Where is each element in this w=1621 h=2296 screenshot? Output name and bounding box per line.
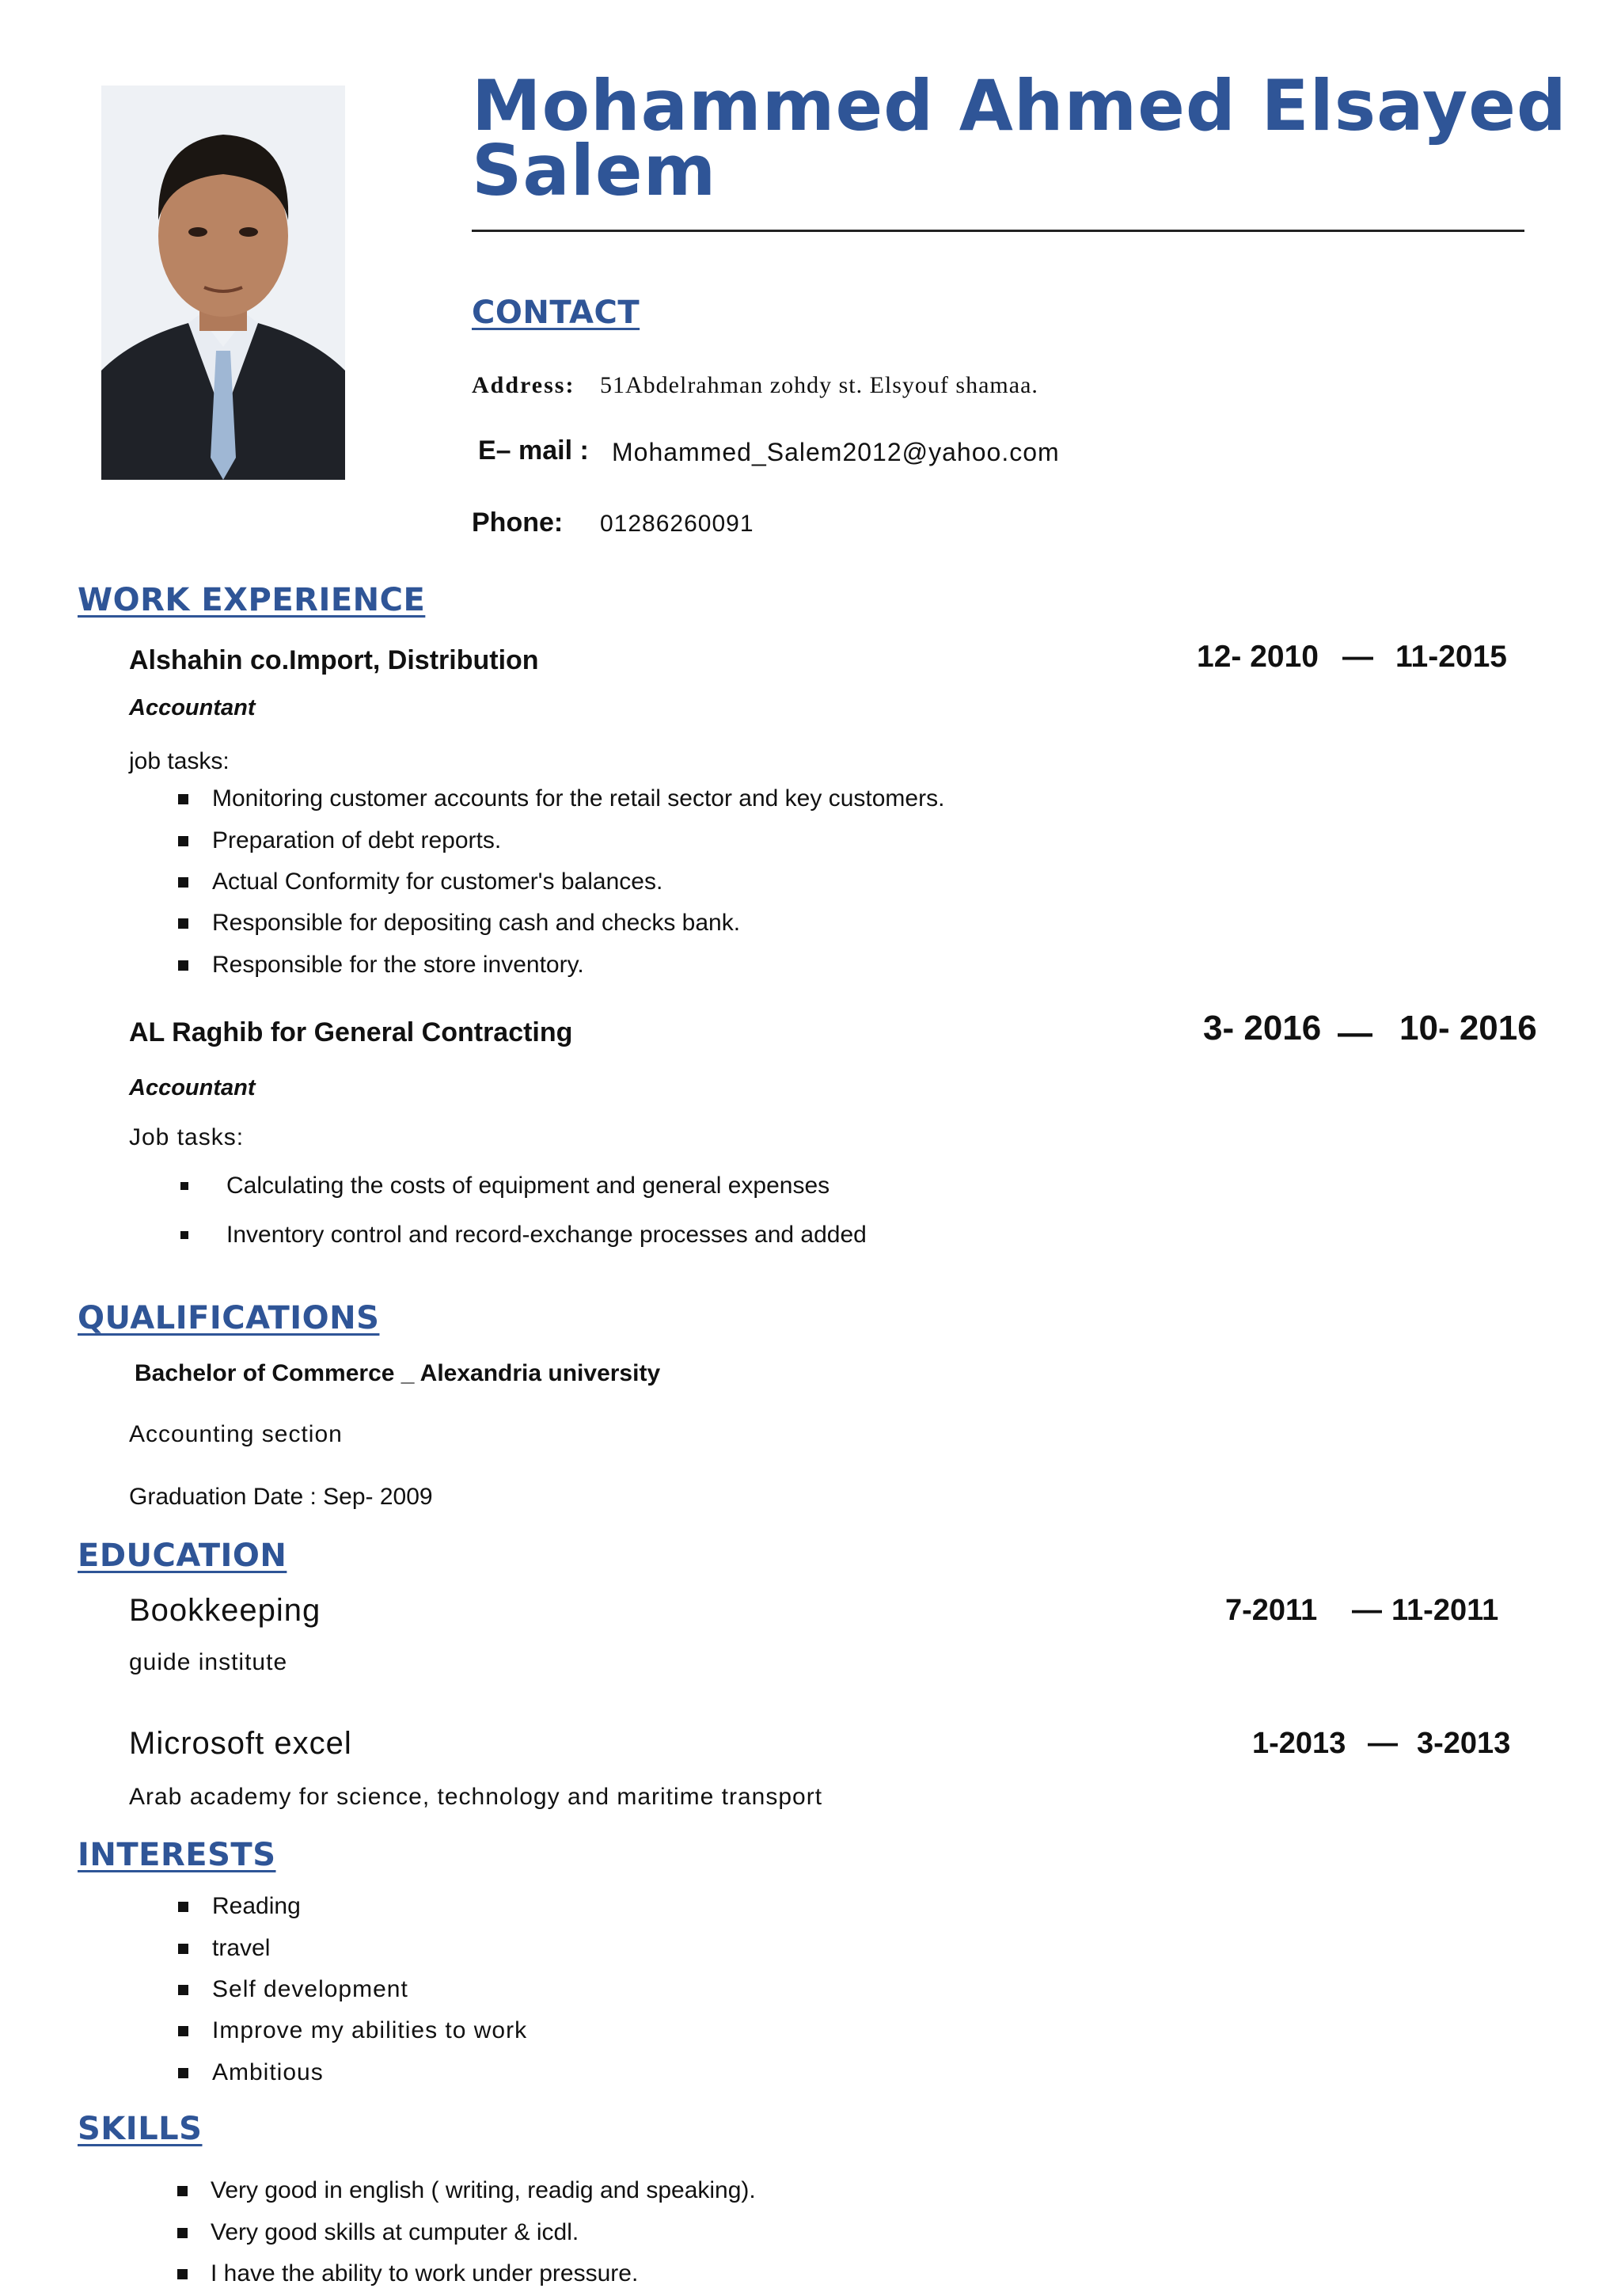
- list-item: Monitoring customer accounts for the retail sector and key customers.: [212, 785, 945, 812]
- bullet-icon: [178, 2068, 188, 2078]
- work-experience-heading: WORK EXPERIENCE: [78, 582, 426, 618]
- course-2-sep: —: [1368, 1727, 1398, 1760]
- list-item: Responsible for depositing cash and checks bank.: [212, 910, 741, 936]
- job-1-sep: —: [1342, 640, 1373, 674]
- list-item: Responsible for the store inventory.: [212, 952, 584, 978]
- list-item: Reading: [212, 1893, 301, 1919]
- degree: Bachelor of Commerce _ Alexandria university: [135, 1360, 661, 1386]
- job-1-company: Alshahin co.Import, Distribution: [129, 645, 539, 675]
- bullet-icon: [178, 877, 188, 888]
- interests-heading: INTERESTS: [78, 1837, 276, 1873]
- bullet-icon: [177, 2228, 188, 2238]
- phone-label: Phone:: [472, 507, 564, 538]
- bullet-icon: [178, 960, 188, 971]
- qualifications-heading: QUALIFICATIONS: [78, 1300, 380, 1336]
- job-2-tasks-label: Job tasks:: [129, 1124, 245, 1150]
- list-item: Calculating the costs of equipment and general expenses: [226, 1173, 830, 1199]
- name-line-1: Mohammed Ahmed Elsayed: [472, 65, 1567, 146]
- course-2-title: Microsoft excel: [129, 1726, 352, 1761]
- bullet-icon: [178, 1902, 188, 1912]
- graduation-date: Graduation Date : Sep- 2009: [129, 1484, 433, 1510]
- bullet-icon: [178, 918, 188, 929]
- list-item: Very good in english ( writing, readig and speaking).: [211, 2177, 756, 2203]
- job-2-role: Accountant: [129, 1075, 256, 1100]
- bullet-icon: [178, 836, 188, 846]
- course-1-start: 7-2011: [1225, 1594, 1318, 1627]
- name-line-2: Salem: [472, 130, 717, 211]
- email-value: Mohammed_Salem2012@yahoo.com: [612, 438, 1060, 466]
- bullet-icon: [177, 2269, 188, 2279]
- bullet-icon: [180, 1231, 188, 1239]
- list-item: Improve my abilities to work: [212, 2017, 528, 2043]
- list-item: Preparation of debt reports.: [212, 827, 502, 853]
- bullet-icon: [178, 1944, 188, 1954]
- profile-photo: [101, 86, 345, 480]
- job-2-end: 10- 2016: [1399, 1009, 1537, 1047]
- bullet-icon: [178, 2026, 188, 2036]
- phone-value: 01286260091: [600, 511, 754, 537]
- course-2-start: 1-2013: [1252, 1727, 1346, 1760]
- list-item: Inventory control and record-exchange processes and added: [226, 1222, 867, 1248]
- course-2-place: Arab academy for science, technology and maritime transport: [129, 1784, 823, 1810]
- job-1-end: 11-2015: [1395, 640, 1507, 674]
- name-divider: [472, 230, 1524, 232]
- bullet-icon: [178, 1985, 188, 1995]
- job-1-role: Accountant: [129, 695, 256, 720]
- job-2-sep: —: [1338, 1013, 1372, 1052]
- list-item: Very good skills at cumputer & icdl.: [211, 2219, 579, 2245]
- list-item: I have the ability to work under pressure.: [211, 2260, 639, 2286]
- bullet-icon: [177, 2186, 188, 2196]
- degree-section: Accounting section: [129, 1421, 343, 1447]
- bullet-icon: [180, 1182, 188, 1190]
- job-2-company: AL Raghib for General Contracting: [129, 1017, 573, 1047]
- job-2-start: 3- 2016: [1203, 1009, 1322, 1047]
- job-1-start: 12- 2010: [1197, 640, 1319, 674]
- address-label: Address:: [472, 372, 575, 398]
- bullet-icon: [178, 794, 188, 804]
- education-heading: EDUCATION: [78, 1538, 287, 1574]
- list-item: Actual Conformity for customer's balances.: [212, 869, 663, 895]
- course-1-title: Bookkeeping: [129, 1593, 321, 1628]
- list-item: Ambitious: [212, 2059, 324, 2085]
- email-label: E– mail :: [478, 435, 589, 466]
- job-1-tasks-label: job tasks:: [129, 748, 230, 774]
- course-2-end: 3-2013: [1417, 1727, 1511, 1760]
- course-1-sep: —: [1352, 1594, 1382, 1627]
- skills-heading: SKILLS: [78, 2111, 203, 2147]
- list-item: travel: [212, 1935, 271, 1961]
- address-value: 51Abdelrahman zohdy st. Elsyouf shamaa.: [600, 372, 1038, 398]
- course-1-place: guide institute: [129, 1649, 288, 1675]
- course-1-end: 11-2011: [1391, 1594, 1499, 1627]
- contact-heading: CONTACT: [472, 295, 640, 331]
- list-item: Self development: [212, 1976, 408, 2002]
